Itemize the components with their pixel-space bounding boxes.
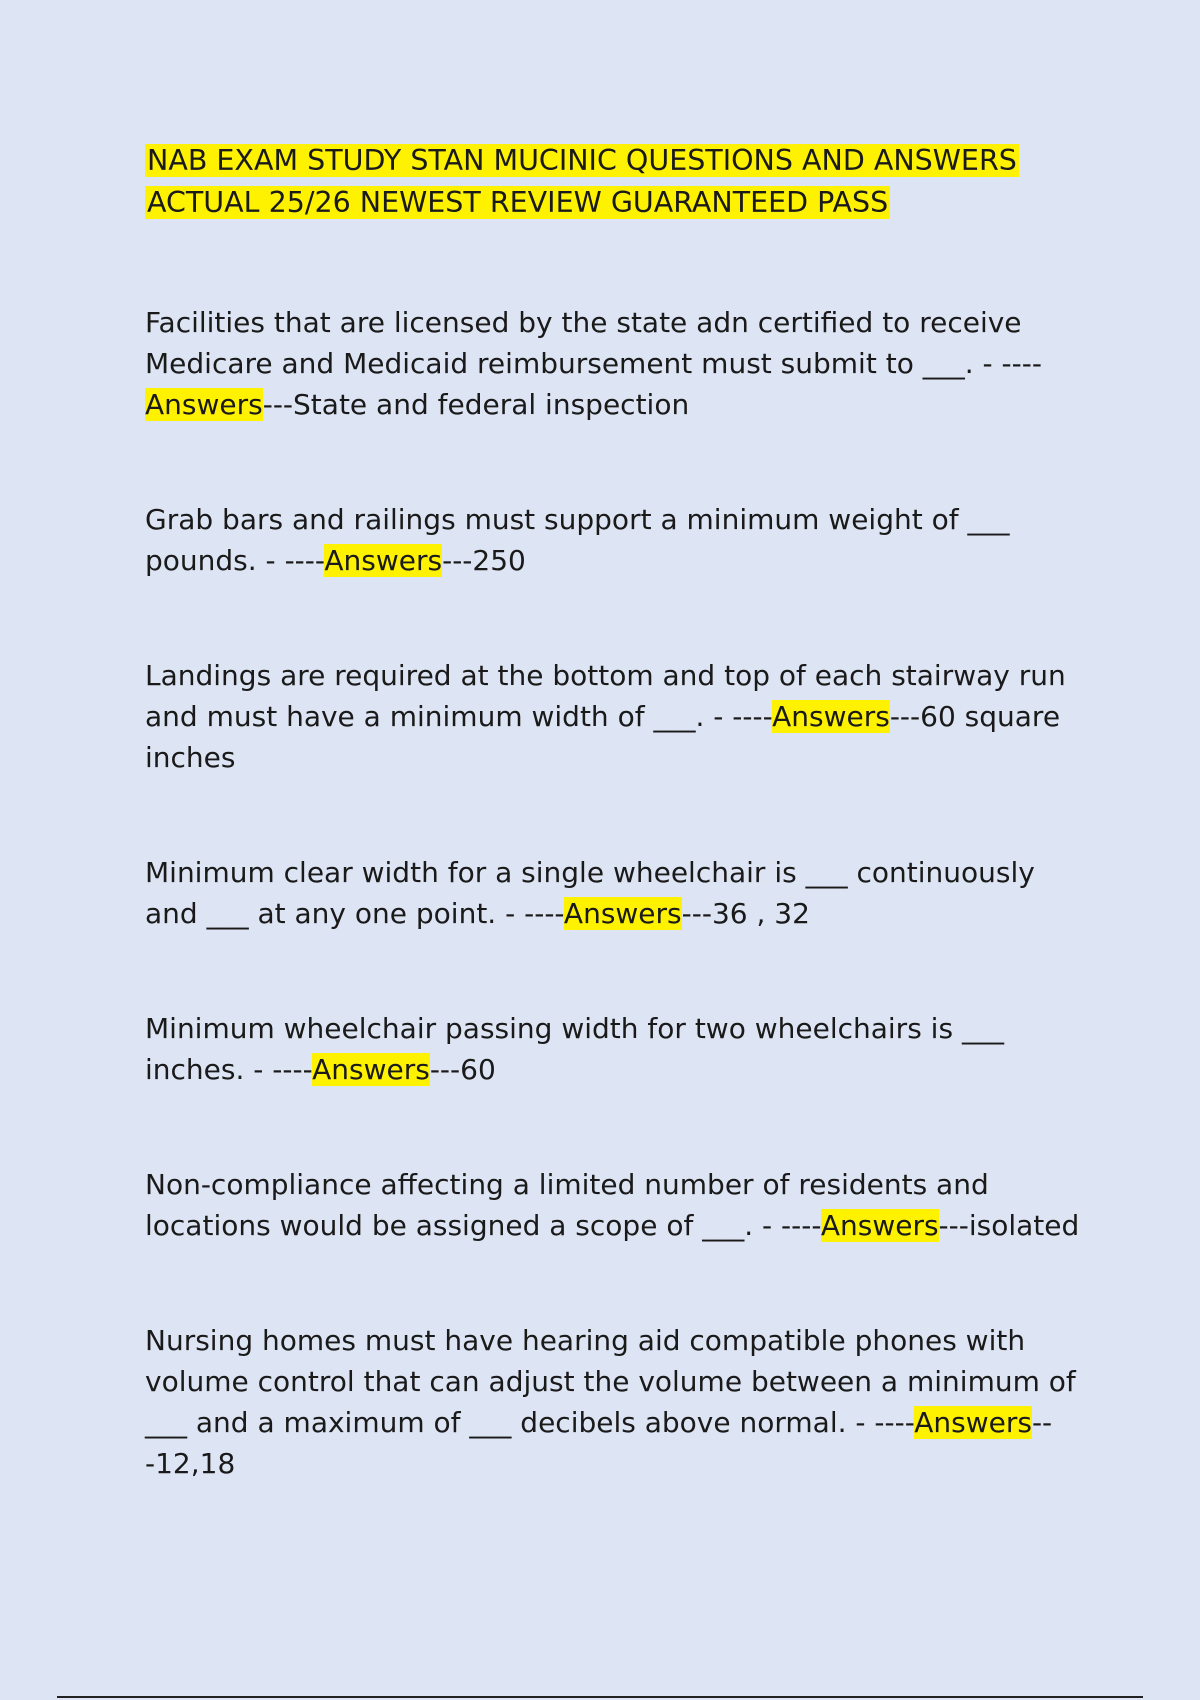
question-text: Non-compliance affecting a limited number of residents and locations would be assigned a scope of ___. - [145, 1168, 989, 1242]
qa-list [145, 302, 1085, 1484]
separator-after: --- [429, 1053, 461, 1086]
qa-item [145, 852, 1085, 934]
separator-after: --- [145, 1406, 1053, 1480]
separator-before: ---- [272, 1053, 313, 1086]
separator-after: --- [938, 1209, 969, 1242]
answer-text: 60 [460, 1053, 496, 1086]
qa-item [145, 1008, 1085, 1090]
question-text: Facilities that are licensed by the state adn certified to receive Medicare and Medicaid reimbursement must submit to ___. - -- [145, 306, 1022, 380]
qa-item [145, 1164, 1085, 1246]
question-text: Nursing homes must have hearing aid compatible phones with volume control that can adjust the volume between a minimum of ___ and a maximum of ___ decibels above normal. - [145, 1324, 1076, 1439]
footer-divider [57, 1696, 1143, 1698]
question-text: Grab bars and railings must support a minimum weight of ___ pounds. - [145, 503, 1010, 577]
question-text: Minimum clear width for a single wheelchair is ___ continuously and ___ at any one point. - [145, 856, 1035, 930]
title-line-1: NAB EXAM STUDY STAN MUCINIC QUESTIONS AND ANSWERS [147, 144, 1017, 177]
answers-label: Answers [312, 1053, 430, 1086]
qa-item [145, 499, 1085, 581]
answer-text: 12,18 [155, 1447, 236, 1480]
answer-text: 250 [472, 544, 526, 577]
qa-item [145, 302, 1085, 425]
separator-before: ---- [524, 897, 564, 930]
document-title [145, 140, 1085, 224]
answer-text: State and federal inspection [293, 388, 690, 421]
answer-text: 60 square inches [145, 700, 1061, 774]
title-line-2: ACTUAL 25/26 NEWEST REVIEW GUARANTEED PASS [147, 186, 889, 219]
separator-after: --- [442, 544, 473, 577]
answers-label: Answers [563, 897, 682, 930]
answers-label: Answers [914, 1406, 1032, 1439]
separator-before: ---- [781, 1209, 821, 1242]
separator-before: ---- [284, 544, 325, 577]
separator-after: --- [262, 388, 294, 421]
qa-item [145, 1320, 1085, 1484]
document-page [145, 140, 1085, 1558]
answers-label: Answers [820, 1209, 939, 1242]
separator-after: --- [889, 700, 921, 733]
separator-after: --- [681, 897, 712, 930]
answers-label: Answers [772, 700, 890, 733]
answer-text: 36 , 32 [711, 897, 810, 930]
question-text: Minimum wheelchair passing width for two wheelchairs is ___ inches. - [145, 1012, 1004, 1086]
separator-before: ---- [732, 700, 773, 733]
answers-label: Answers [145, 388, 263, 421]
answers-label: Answers [324, 544, 443, 577]
answer-text: isolated [968, 1209, 1080, 1242]
separator-before: -- [1021, 347, 1042, 380]
separator-before: ---- [874, 1406, 915, 1439]
question-text: Landings are required at the bottom and top of each stairway run and must have a minimum width of ___. - [145, 659, 1066, 733]
qa-item [145, 655, 1085, 778]
